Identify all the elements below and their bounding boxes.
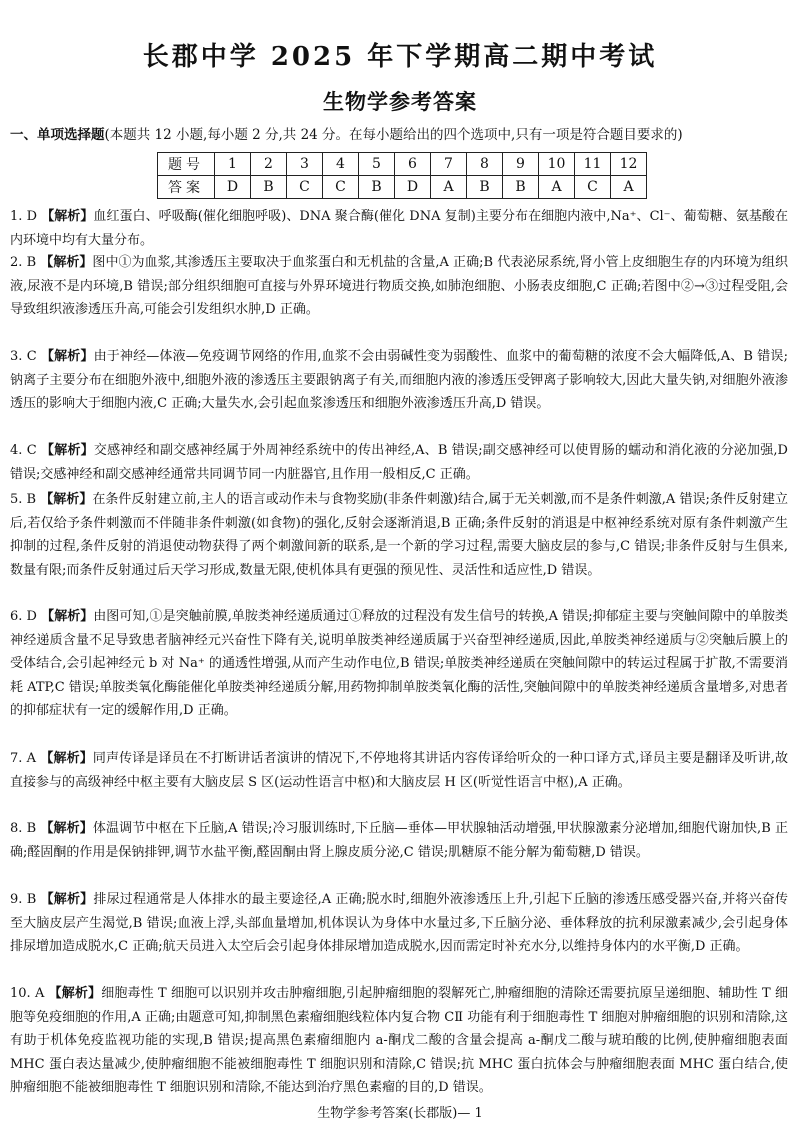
answer-cell: B [359,176,395,199]
item-number-answer: 5. B [10,492,37,507]
item-number-answer: 3. C [10,349,37,364]
item-text: 同声传译是译员在不打断讲话者演讲的情况下,不停地将其讲话内容传译给听众的一种口译方式,译员主要是翻译及听讲,故直接参与的高级神经中枢主要有大脑皮层 S 区(运动性语言中枢)和大脑皮层 H 区(听觉性语言中枢),A 正确。 [10,751,788,790]
answer-table [157,152,647,199]
analysis-tag: 【解析】 [40,255,93,270]
explanation-item [10,488,788,608]
analysis-tag: 【解析】 [41,609,94,624]
item-text: 血红蛋白、呼吸酶(催化细胞呼吸)、DNA 聚合酶(催化 DNA 复制)主要分布在细胞内液中,Na⁺、Cl⁻、葡萄糖、氨基酸在内环境中均有大量分布。 [10,209,788,248]
question-cell: 2 [251,153,287,176]
page-footer: 生物学参考答案(长郡版)— 1 [317,1106,483,1121]
item-text: 在条件反射建立前,主人的语言或动作未与食物奖励(非条件刺激)结合,属于无关刺激,而不是条件刺激,A 错误;条件反射建立后,若仅给予条件刺激而不伴随非条件刺激(如食物)的强化,反射会逐渐消退,B 正确;条件反射的消退是中枢神经系统对原有条件刺激产生抑制的过程,条件反射的消退使动物获得了两个刺激间新的联系,是一个新的学习过程,需要大脑皮层的参与,C 错误;非条件反射与生俱来,数量有限;而条件反射通过后天学习形成,数量无限,使机体具有更强的预见性、灵活性和适应性,D 错误。 [10,492,788,578]
analysis-tag: 【解析】 [40,821,93,836]
analysis-tag: 【解析】 [40,751,93,766]
answer-cell: C [287,176,323,199]
analysis-tag: 【解析】 [48,986,102,1001]
explanation-item [10,345,788,441]
answer-cell: B [467,176,503,199]
question-cell: 4 [323,153,359,176]
explanation-item [10,982,788,1102]
row-label-question: 题号 [158,153,215,176]
page-subtitle: 生物学参考答案 [323,89,477,114]
item-text: 细胞毒性 T 细胞可以识别并攻击肿瘤细胞,引起肿瘤细胞的裂解死亡,肿瘤细胞的清除还需要抗原呈递细胞、辅助性 T 细胞等免疫细胞的作用,A 正确;由题意可知,抑制黑色素瘤细胞线粒体内复合物 CⅡ 功能有利于细胞毒性 T 细胞对肿瘤细胞的识别和清除,这有助于机体免疫监视功能的实现,B 错误;提高黑色素瘤细胞内 a-酮戊二酸的含量会提高 a-酮戊二酸与琥珀酸的比例,使肿瘤细胞表面 MHC 蛋白表达量减少,使肿瘤细胞不能被细胞毒性 T 细胞识别和清除,C 错误;抗 MHC 蛋白抗体会与肿瘤细胞表面 MHC 蛋白结合,使肿瘤细胞不能被细胞毒性 T 细胞识别和清除,不能达到治疗黑色素瘤的目的,D 错误。 [10,986,788,1095]
section-heading [10,126,790,144]
page-title: 长郡中学 2025 年下学期高二期中考试 [142,42,658,72]
analysis-tag: 【解析】 [40,349,94,364]
item-number-answer: 4. C [10,443,37,458]
question-cell: 12 [611,153,647,176]
analysis-tag: 【解析】 [40,492,93,507]
section-title: 一、单项选择题 [10,127,105,143]
question-cell: 3 [287,153,323,176]
explanation-item [10,747,788,819]
explanation-item [10,817,788,889]
question-cell: 9 [503,153,539,176]
answer-cell: A [431,176,467,199]
question-cell: 11 [575,153,611,176]
answer-cell: B [251,176,287,199]
item-number-answer: 6. D [10,609,37,624]
question-cell: 6 [395,153,431,176]
answer-cell: A [611,176,647,199]
answer-table-answer-row [158,176,647,199]
item-text: 由图可知,①是突触前膜,单胺类神经递质通过①释放的过程没有发生信号的转换,A 错误;抑郁症主要与突触间隙中的单胺类神经递质含量不足导致患者脑神经元兴奋性下降有关,说明单胺类神经递质属于兴奋型神经递质,因此,单胺类神经递质与②突触后膜上的受体结合,会引起神经元 b 对 Na⁺ 的通透性增强,从而产生动作电位,B 错误;单胺类神经递质在突触间隙中的转运过程属于扩散,不需要消耗 ATP,C 错误;单胺类氧化酶能催化单胺类神经递质分解,用药物抑制单胺类氧化酶的活性,突触间隙中的单胺类神经递质含量增多,对患者的抑郁症状有一定的缓解作用,D 正确。 [10,609,788,718]
question-cell: 5 [359,153,395,176]
analysis-tag: 【解析】 [41,209,94,224]
row-label-answer: 答案 [158,176,215,199]
item-number-answer: 10. A [10,986,45,1001]
item-number-answer: 8. B [10,821,37,836]
item-text: 由于神经—体液—免疫调节网络的作用,血浆不会由弱碱性变为弱酸性、血浆中的葡萄糖的浓度不会大幅降低,A、B 错误;钠离子主要分布在细胞外液中,细胞外液的渗透压主要跟钠离子有关,而细胞内液的渗透压受钾离子影响较大,因此大量失钠,对细胞外液渗透压的影响大于细胞内液,C 正确;大量失水,会引起血浆渗透压和细胞外液渗透压升高,D 错误。 [10,349,788,411]
explanation-item [10,251,788,347]
question-cell: 7 [431,153,467,176]
answer-cell: C [575,176,611,199]
question-cell: 1 [215,153,251,176]
item-number-answer: 9. B [10,892,37,907]
explanation-item [10,205,788,253]
analysis-tag: 【解析】 [41,443,94,458]
item-number-answer: 1. D [10,209,38,224]
item-text: 图中①为血浆,其渗透压主要取决于血浆蛋白和无机盐的含量,A 正确;B 代表泌尿系统,肾小管上皮细胞生存的内环境为组织液,尿液不是内环境,B 错误;部分组织细胞可直接与外界环境进行物质交换,如肺泡细胞、小肠表皮细胞,C 正确;若图中②→③过程受阻,会导致组织液渗透压升高,可能会引发组织水肿,D 正确。 [10,255,788,317]
answer-cell: D [215,176,251,199]
item-text: 体温调节中枢在下丘脑,A 错误;冷习服训练时,下丘脑—垂体—甲状腺轴活动增强,甲状腺激素分泌增加,细胞代谢加快,B 正确;醛固酮的作用是保钠排钾,调节水盐平衡,醛固酮由肾上腺皮质分泌,C 错误;肌糖原不能分解为葡萄糖,D 错误。 [10,821,788,860]
answer-table-question-row [158,153,647,176]
explanation-item [10,439,788,487]
explanation-item [10,605,788,749]
section-description: (本题共 12 小题,每小题 2 分,共 24 分。在每小题给出的四个选项中,只有一项是符合题目要求的) [104,127,683,143]
question-cell: 8 [467,153,503,176]
item-text: 交感神经和副交感神经属于外周神经系统中的传出神经,A、B 错误;副交感神经可以使胃肠的蠕动和消化液的分泌加强,D 错误;交感神经和副交感神经通常共同调节同一内脏器官,且作用一般相反,C 正确。 [10,443,788,482]
answer-cell: C [323,176,359,199]
explanation-item [10,888,788,984]
analysis-tag: 【解析】 [40,892,94,907]
answer-cell: B [503,176,539,199]
question-cell: 10 [539,153,575,176]
answer-cell: A [539,176,575,199]
answer-cell: D [395,176,431,199]
item-text: 排尿过程通常是人体排水的最主要途径,A 正确;脱水时,细胞外液渗透压上升,引起下丘脑的渗透压感受器兴奋,并将兴奋传至大脑皮层产生渴觉,B 错误;血液上浮,头部血量增加,机体误认为身体中水量过多,下丘脑分泌、垂体释放的抗利尿激素减少,会引起身体排尿增加造成脱水,C 正确;航天员进入太空后会引起身体排尿增加造成脱水,因而需定时补充水分,以维持身体内的水平衡,D 正确。 [10,892,788,954]
item-number-answer: 2. B [10,255,37,270]
item-number-answer: 7. A [10,751,37,766]
